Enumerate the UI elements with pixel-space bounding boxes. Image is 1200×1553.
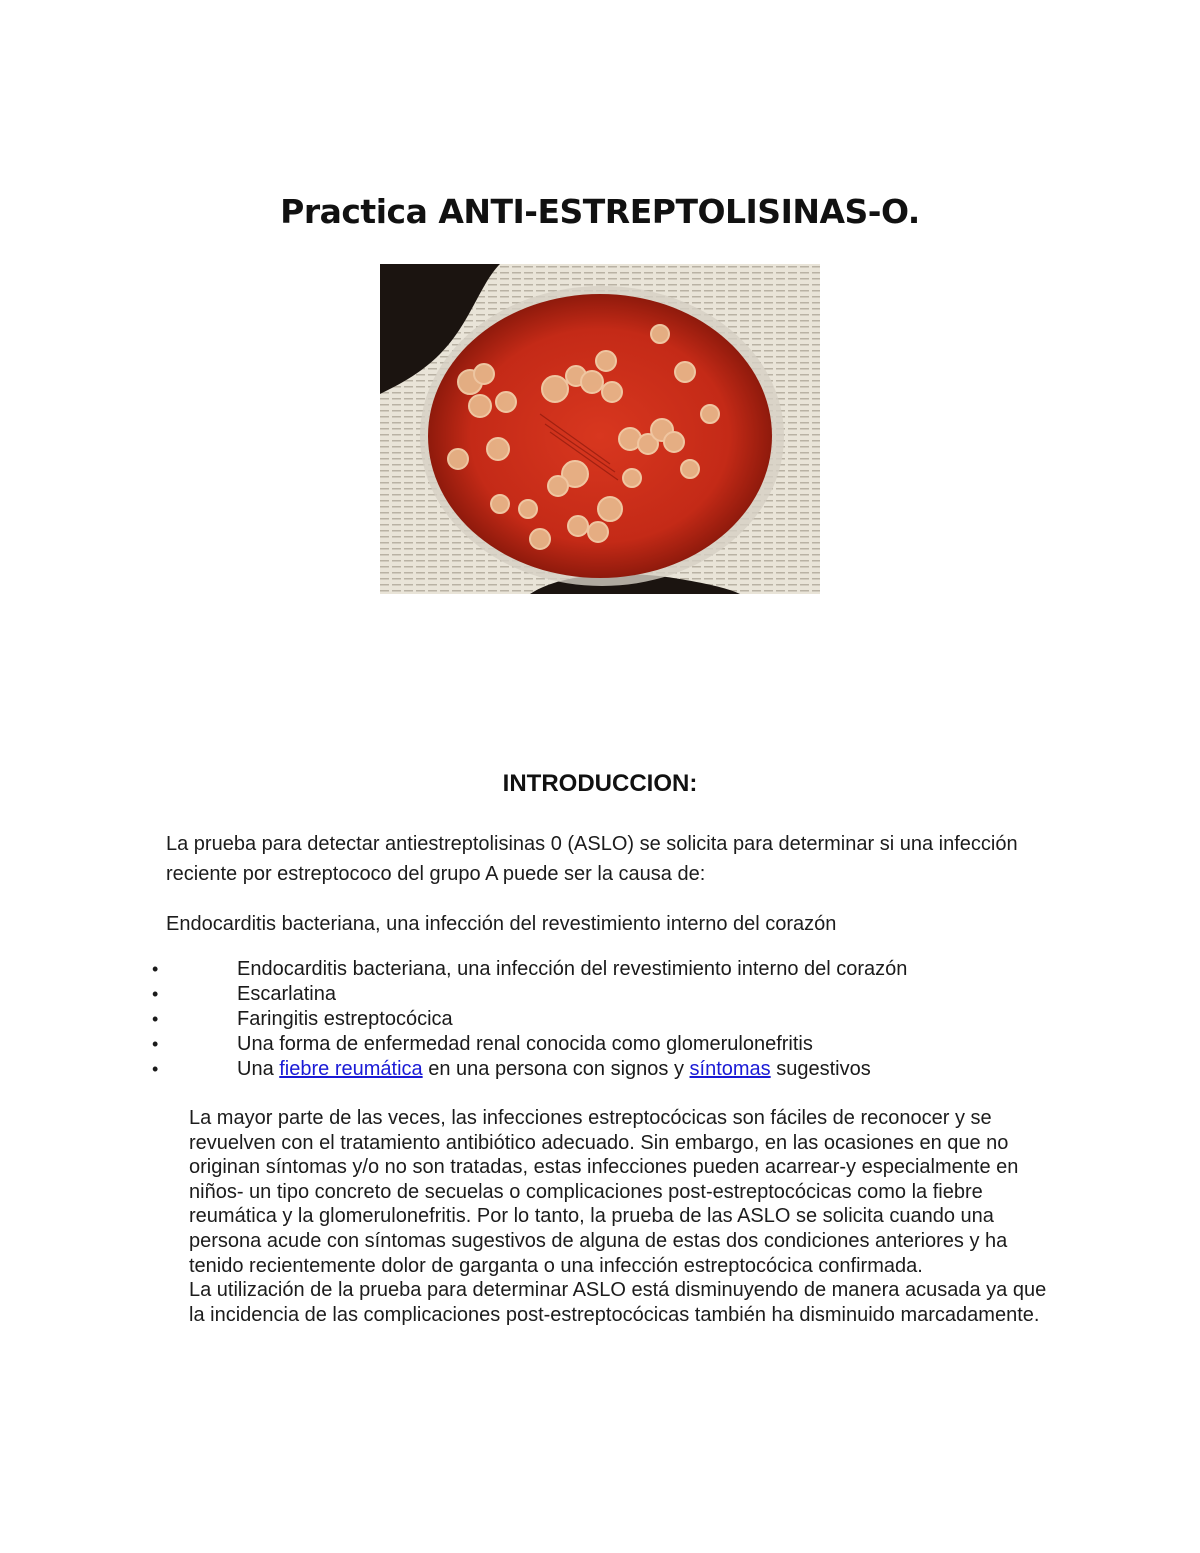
bullet-icon: • xyxy=(152,959,159,979)
list-item-text: Escarlatina xyxy=(237,983,336,1005)
bullet-icon: • xyxy=(152,1034,159,1054)
list-item xyxy=(150,957,907,982)
petri-dish-blood-agar-photo xyxy=(380,264,820,594)
body-text xyxy=(189,1106,1049,1327)
bullet-icon: • xyxy=(152,1059,159,1079)
list-item xyxy=(150,1032,907,1057)
bullet-icon: • xyxy=(152,984,159,1004)
lead-line: Endocarditis bacteriana, una infección del revestimiento interno del corazón xyxy=(166,913,837,935)
body-paragraph: La mayor parte de las veces, las infecciones estreptocócicas son fáciles de reconocer y se revuelven con el tratamiento antibiótico adecuado. Sin embargo, en las ocasiones en que no originan síntomas y/o no son tratadas, estas infecciones pueden acarrear-y especialmente en niños- un tipo concreto de secuelas o complicaciones post-estreptocócicas como la fiebre reumática y la glomerulonefritis. Por lo tanto, la prueba de las ASLO se solicita cuando una persona acude con síntomas sugestivos de alguna de estas dos condiciones anteriores y ha tenido recientemente dolor de garganta o una infección estreptocócica confirmada. xyxy=(189,1107,1019,1277)
list-item xyxy=(150,982,907,1007)
list-item xyxy=(150,1007,907,1032)
sintomas-link[interactable]: síntomas xyxy=(689,1058,771,1080)
introduction-heading: INTRODUCCION: xyxy=(502,770,698,797)
fiebre-reumatica-link[interactable]: fiebre reumática xyxy=(279,1058,423,1080)
list-item-text: Endocarditis bacteriana, una infección del revestimiento interno del corazón xyxy=(237,958,908,980)
bullet-icon: • xyxy=(152,1009,159,1029)
causes-list xyxy=(150,957,907,1082)
page-title: Practica ANTI-ESTREPTOLISINAS-O. xyxy=(280,192,920,231)
introduction-paragraph: La prueba para detectar antiestreptolisinas 0 (ASLO) se solicita para determinar si una infección reciente por estreptococo del grupo A puede ser la causa de: xyxy=(166,833,1018,885)
list-item-middle: en una persona con signos y xyxy=(422,1058,690,1080)
list-item-suffix: sugestivos xyxy=(770,1058,871,1080)
list-item-text: Una forma de enfermedad renal conocida como glomerulonefritis xyxy=(237,1033,813,1055)
body-paragraph: La utilización de la prueba para determinar ASLO está disminuyendo de manera acusada ya que la incidencia de las complicaciones post-estreptocócicas también ha disminuido marcadamente. xyxy=(189,1279,1047,1326)
list-item xyxy=(150,1057,907,1082)
list-item-prefix: Una xyxy=(237,1058,280,1080)
list-item-text: Faringitis estreptocócica xyxy=(237,1008,453,1030)
